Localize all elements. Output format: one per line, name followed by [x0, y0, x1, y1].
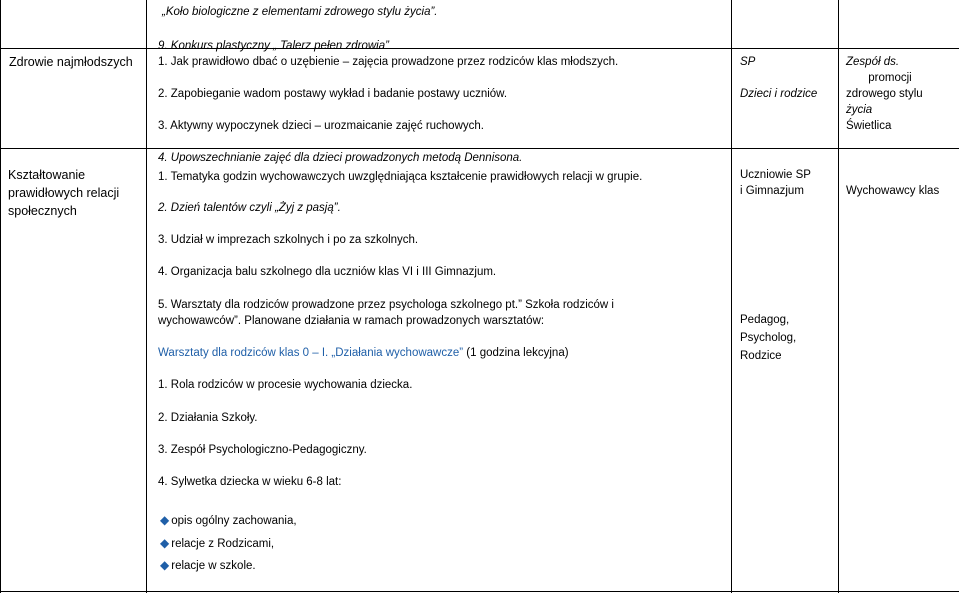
workshop-duration: (1 godzina lekcyjna)	[463, 347, 569, 359]
workshop-title: Warsztaty dla rodziców klas 0 – I. „Działania wychowawcze”	[158, 347, 464, 359]
task-item: 5. Warsztaty dla rodziców prowadzone przez psychologa szkolnego pt.” Szkoła rodziców i	[158, 299, 614, 311]
task-item: 2. Dzień talentów czyli „Żyj z pasją”.	[158, 202, 341, 214]
responsible-line: Świetlica	[846, 120, 892, 132]
column-divider-left-edge	[0, 0, 1, 593]
task-item: wychowawców”. Planowane działania w ramach prowadzonych warsztatów:	[158, 315, 545, 327]
row-divider-top	[0, 48, 959, 49]
category-health: Zdrowie najmłodszych	[9, 55, 133, 69]
target-group: i Gimnazjum	[740, 185, 804, 197]
column-divider-3	[838, 0, 839, 593]
numbered-item: 3. Zespół Psychologiczno-Pedagogiczny.	[158, 444, 367, 456]
target-group: SP	[740, 56, 756, 68]
program-title: „Koło biologiczne z elementami zdrowego stylu życia”.	[162, 6, 438, 18]
task-item: 4. Organizacja balu szkolnego dla uczniów klas VI i III Gimnazjum.	[158, 266, 497, 278]
category-relations: prawidłowych relacji	[8, 186, 120, 200]
diamond-bullet-icon: ◆	[160, 536, 170, 550]
numbered-item: 2. Działania Szkoły.	[158, 412, 258, 424]
target-group: Pedagog,	[740, 314, 790, 326]
workshop-line	[158, 346, 569, 360]
responsible-line: promocji	[868, 72, 912, 84]
bullet-item: ◆ relacje z Rodzicami,	[160, 536, 275, 550]
category-relations: społecznych	[8, 204, 77, 218]
responsible-line: życia	[846, 104, 873, 116]
bullet-item: ◆ relacje w szkole.	[160, 558, 256, 572]
target-group: Rodzice	[740, 350, 782, 362]
task-item: 3. Udział w imprezach szkolnych i po za szkolnych.	[158, 234, 419, 246]
responsible-line: Wychowawcy klas	[846, 185, 940, 197]
bullet-item: ◆ opis ogólny zachowania,	[160, 513, 297, 527]
target-group: Uczniowie SP	[740, 169, 811, 181]
task-item: 2. Zapobieganie wadom postawy wykład i badanie postawy uczniów.	[158, 88, 508, 100]
row-divider-middle	[0, 148, 959, 149]
category-relations: Kształtowanie	[8, 168, 86, 182]
column-divider-1	[146, 0, 147, 593]
task-item: 1. Jak prawidłowo dbać o uzębienie – zajęcia prowadzone przez rodziców klas młodszych.	[158, 56, 619, 68]
task-item: 4. Upowszechnianie zajęć dla dzieci prowadzonych metodą Dennisona.	[158, 152, 523, 164]
diamond-bullet-icon: ◆	[160, 558, 170, 572]
target-group: Dzieci i rodzice	[740, 88, 818, 100]
task-item-9: 9. Konkurs plastyczny „ Talerz pełen zdrowia”	[158, 40, 389, 52]
task-item: 3. Aktywny wypoczynek dzieci – urozmaicanie zajęć ruchowych.	[158, 120, 484, 132]
numbered-item: 1. Rola rodziców w procesie wychowania dziecka.	[158, 379, 413, 391]
target-group: Psycholog,	[740, 332, 797, 344]
diamond-bullet-icon: ◆	[160, 513, 170, 527]
responsible-line: Zespół ds.	[846, 56, 900, 68]
numbered-item: 4. Sylwetka dziecka w wieku 6-8 lat:	[158, 476, 342, 488]
column-divider-2	[731, 0, 732, 593]
task-item: 1. Tematyka godzin wychowawczych uwzględniająca kształcenie prawidłowych relacji w grupie.	[158, 171, 643, 183]
responsible-line: zdrowego stylu	[846, 88, 923, 100]
row-divider-bottom	[0, 591, 959, 592]
